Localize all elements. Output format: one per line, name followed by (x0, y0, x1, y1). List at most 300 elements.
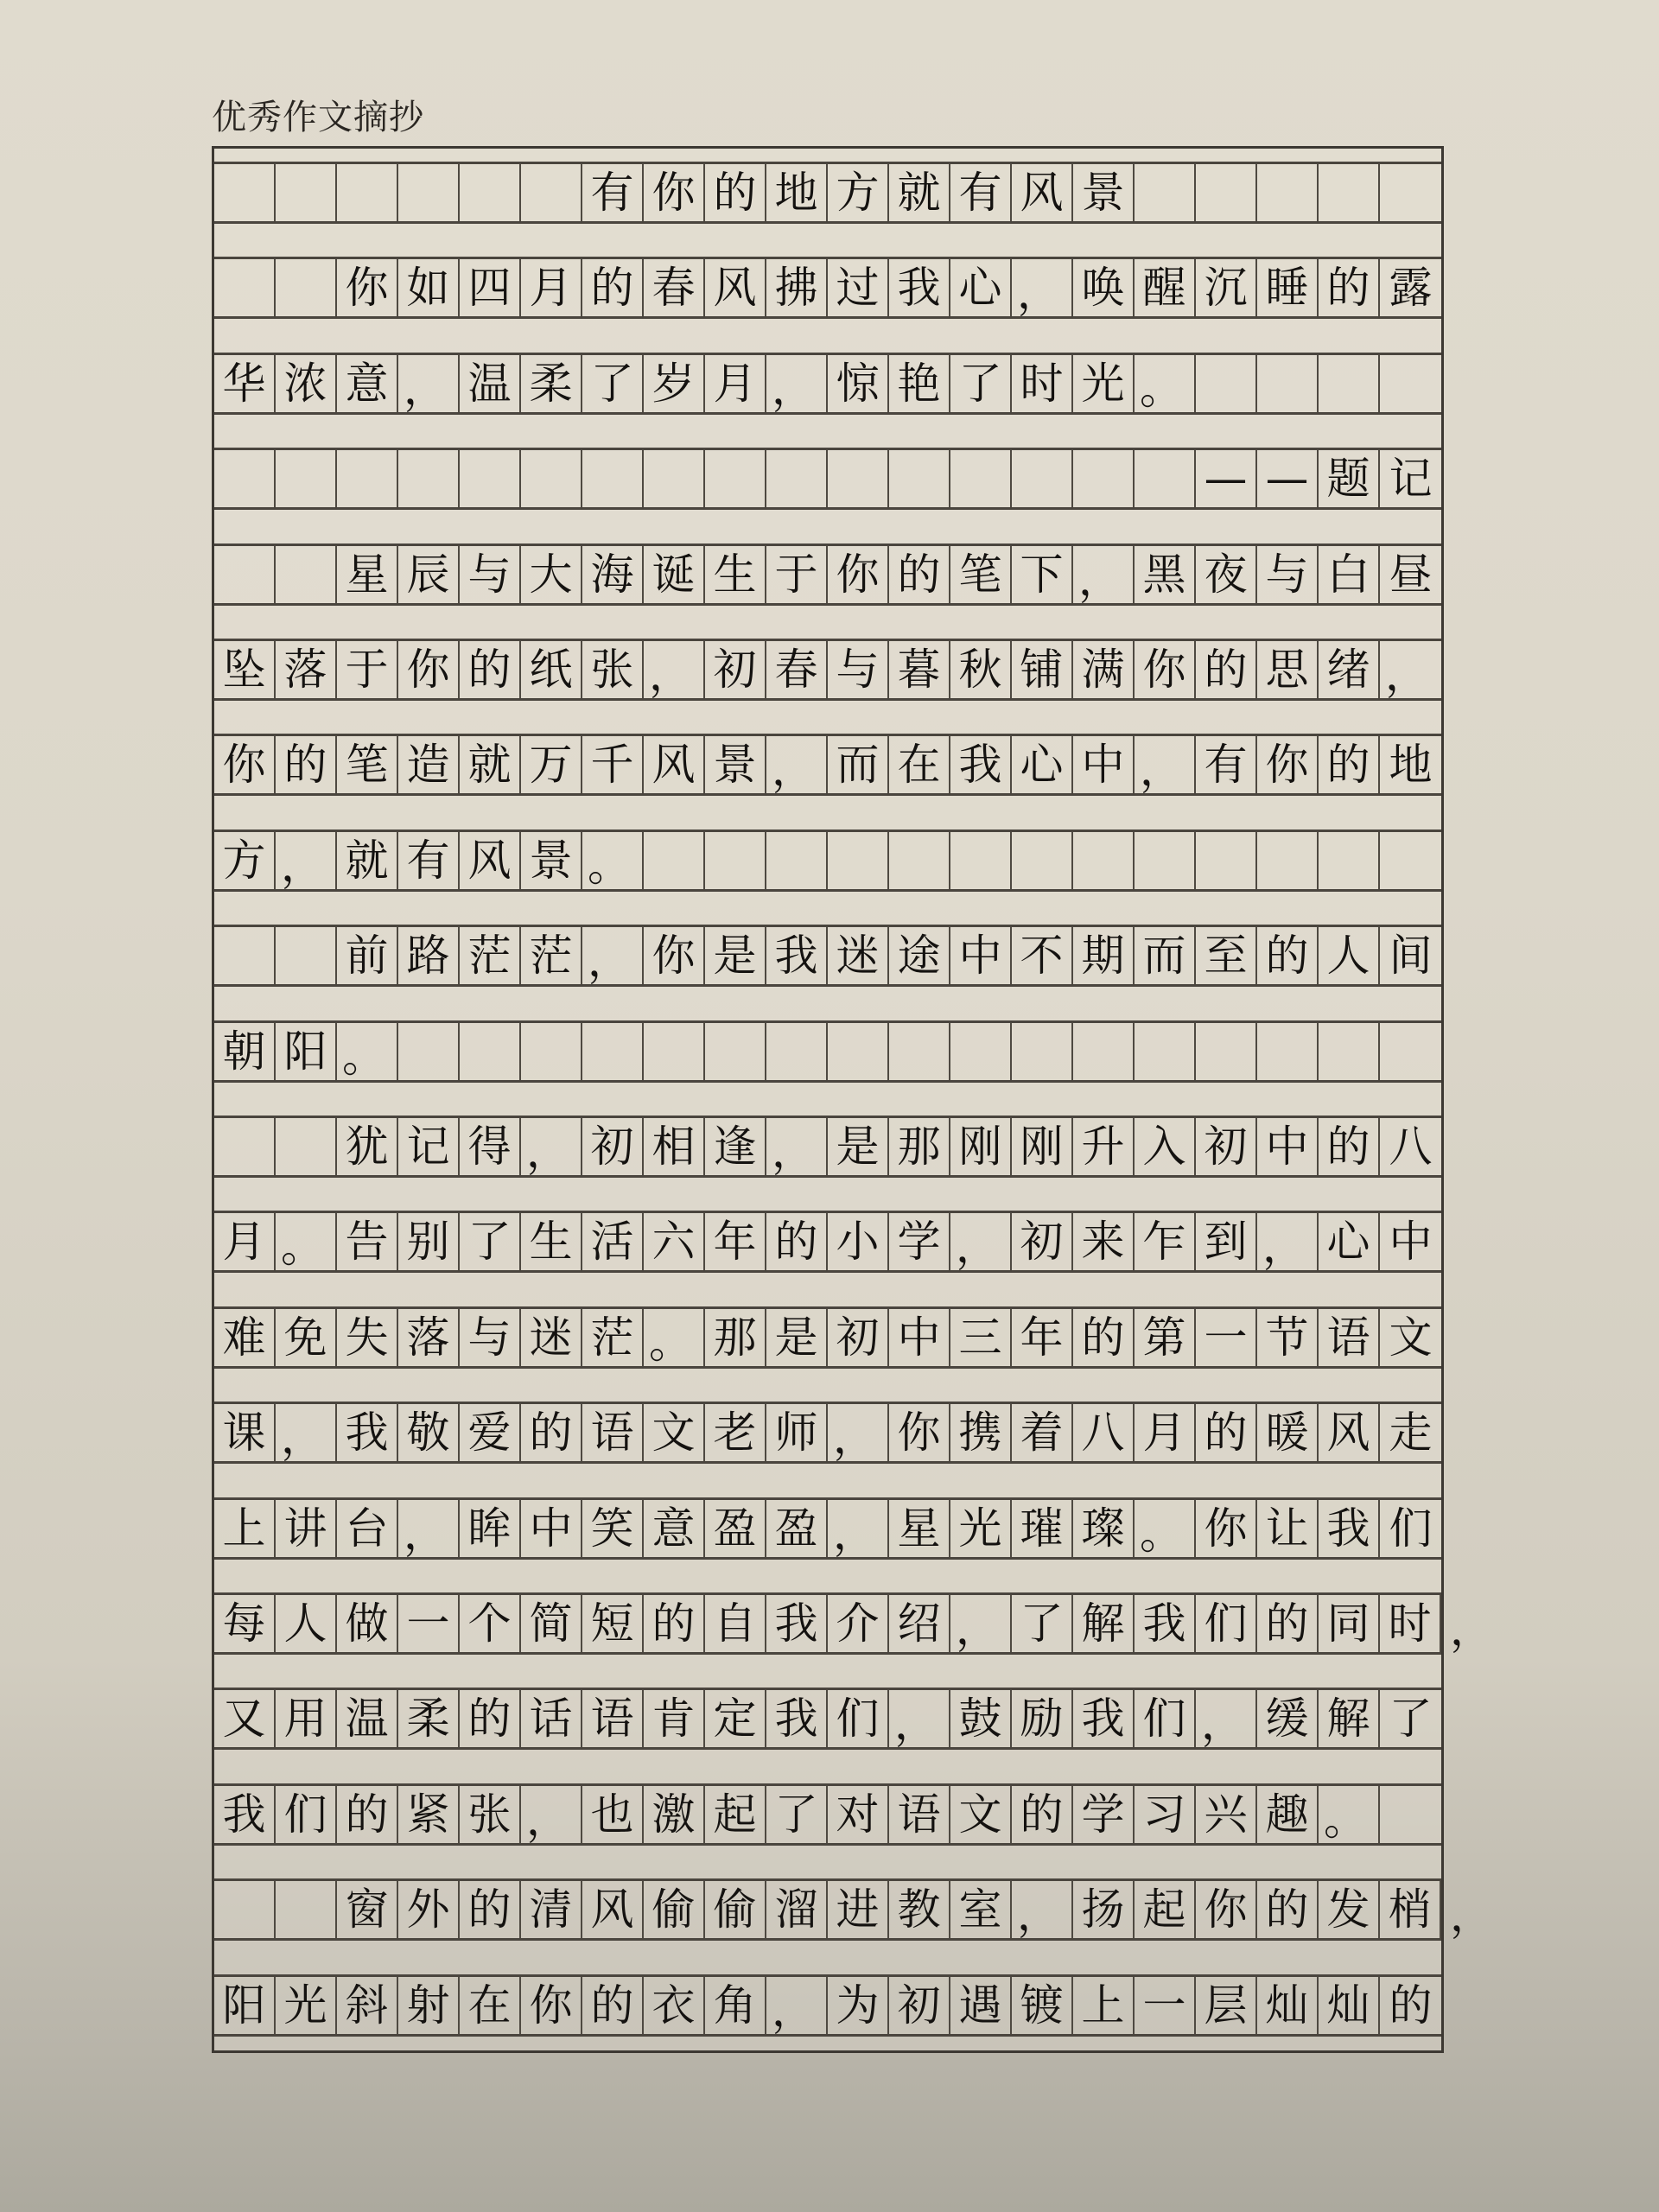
char-cell: 昼 (1389, 549, 1433, 600)
char-cell: 迷 (828, 927, 889, 984)
char-cell: 。 (644, 1309, 705, 1366)
empty-cell (644, 832, 705, 889)
char-cell: 我 (766, 927, 828, 984)
char-cell: 有 (398, 832, 460, 889)
char-cell: 用 (276, 1690, 337, 1747)
char-cell: 的 (460, 1690, 521, 1747)
empty-cell (214, 546, 276, 603)
char-cell: ， (766, 1118, 828, 1175)
char-cell: 有 (1196, 736, 1257, 793)
empty-cell (214, 927, 276, 984)
char-cell: 大 (521, 546, 582, 603)
title-row (214, 162, 1441, 224)
empty-cell (1380, 355, 1441, 412)
empty-cell (766, 832, 828, 889)
char-cell: 生 (521, 1213, 582, 1270)
empty-cell (1073, 450, 1135, 507)
char-cell: 了 (582, 355, 644, 412)
char-cell: 溜 (766, 1881, 828, 1938)
char-cell: 春 (766, 641, 828, 698)
char-cell: 励 (1012, 1690, 1073, 1747)
char-cell: 途 (889, 927, 950, 984)
empty-cell (337, 164, 398, 221)
empty-cell (1257, 164, 1319, 221)
empty-cell (276, 259, 337, 316)
empty-cell (705, 450, 766, 507)
char-cell: 璨 (1073, 1500, 1135, 1557)
char-cell: 与 (460, 546, 521, 603)
text-row (214, 830, 1441, 892)
char-cell: 于 (766, 546, 828, 603)
empty-cell (1012, 832, 1073, 889)
title-char-cell: 地 (766, 164, 828, 221)
char-cell: 月 (521, 259, 582, 316)
char-cell: 拂 (766, 259, 828, 316)
char-cell: 浓 (276, 355, 337, 412)
char-cell: 缓 (1257, 1690, 1319, 1747)
char-cell: 睡 (1257, 259, 1319, 316)
empty-cell (1380, 164, 1441, 221)
empty-cell (1012, 1023, 1073, 1080)
char-cell: 了 (1012, 1595, 1073, 1652)
empty-cell (644, 1023, 705, 1080)
empty-cell (889, 1023, 950, 1080)
char-cell: 的 (460, 641, 521, 698)
empty-cell (1319, 832, 1380, 889)
char-cell: 盈 (705, 1500, 766, 1557)
char-cell: 激 (644, 1786, 705, 1843)
char-cell: 语 (1319, 1309, 1380, 1366)
char-cell: 在 (460, 1977, 521, 2034)
char-cell: 你 (1196, 1881, 1257, 1938)
char-cell: 风 (582, 1881, 644, 1938)
char-cell: 中 (889, 1309, 950, 1366)
char-cell: 是 (705, 927, 766, 984)
char-cell: 风 (705, 259, 766, 316)
char-cell: 别 (398, 1213, 460, 1270)
char-cell: 就 (337, 832, 398, 889)
char-cell: 阳 (214, 1977, 276, 2034)
char-cell: ， (766, 355, 828, 412)
char-cell: 们 (276, 1786, 337, 1843)
char-cell: 笔 (950, 546, 1012, 603)
char-cell: 露 (1389, 263, 1433, 314)
char-cell: 犹 (337, 1118, 398, 1175)
empty-cell (1257, 1023, 1319, 1080)
char-cell: — (1196, 450, 1257, 507)
char-cell: 文 (644, 1404, 705, 1461)
char-cell: 张 (460, 1786, 521, 1843)
char-cell: 风 (1319, 1404, 1380, 1461)
empty-cell (950, 832, 1012, 889)
text-row (214, 1783, 1441, 1846)
empty-cell (276, 546, 337, 603)
char-cell: 初 (1196, 1118, 1257, 1175)
char-cell: 。 (276, 1213, 337, 1270)
char-cell: 笔 (337, 736, 398, 793)
char-cell: 中 (1257, 1118, 1319, 1175)
char-cell: 课 (214, 1404, 276, 1461)
empty-cell (521, 164, 582, 221)
char-cell: 鼓 (950, 1690, 1012, 1747)
empty-cell (828, 832, 889, 889)
text-row (214, 639, 1441, 701)
text-row (214, 257, 1441, 319)
char-cell: 前 (337, 927, 398, 984)
empty-cell (1196, 355, 1257, 412)
char-cell: 温 (460, 355, 521, 412)
empty-cell (766, 1023, 828, 1080)
char-cell: 。 (1135, 1500, 1196, 1557)
char-cell: 绪 (1319, 641, 1380, 698)
char-cell: 时 (1012, 355, 1073, 412)
char-cell: 老 (705, 1404, 766, 1461)
char-cell: ， (950, 1595, 1012, 1652)
char-cell: 记 (398, 1118, 460, 1175)
char-cell: 我 (950, 736, 1012, 793)
char-cell: 着 (1012, 1404, 1073, 1461)
char-cell: ， (1012, 1881, 1073, 1938)
char-cell: 温 (337, 1690, 398, 1747)
empty-cell (1257, 355, 1319, 412)
char-cell: 自 (705, 1595, 766, 1652)
char-cell: 于 (337, 641, 398, 698)
char-cell: ， (889, 1690, 950, 1747)
char-cell: 做 (337, 1595, 398, 1652)
char-cell: 黑 (1135, 546, 1196, 603)
char-cell: 人 (1319, 927, 1380, 984)
char-cell: 而 (828, 736, 889, 793)
char-cell: 定 (705, 1690, 766, 1747)
header-label: 优秀作文摘抄 (212, 98, 424, 137)
char-cell: 爱 (460, 1404, 521, 1461)
char-cell: 风 (460, 832, 521, 889)
char-cell: 入 (1135, 1118, 1196, 1175)
empty-cell (214, 1118, 276, 1175)
char-cell: 一 (1135, 1977, 1196, 2034)
char-cell: ， (398, 1500, 460, 1557)
char-cell: 每 (214, 1595, 276, 1652)
empty-cell (1380, 832, 1441, 889)
char-cell: 生 (705, 546, 766, 603)
char-cell: 茫 (521, 927, 582, 984)
char-cell: ， (1012, 259, 1073, 316)
char-cell: 走 (1389, 1408, 1433, 1459)
empty-cell (582, 1023, 644, 1080)
char-cell: 的 (1319, 259, 1380, 316)
empty-cell (214, 259, 276, 316)
char-cell: ， (398, 355, 460, 412)
char-cell: 又 (214, 1690, 276, 1747)
char-cell: 绍 (889, 1595, 950, 1652)
empty-cell (398, 450, 460, 507)
char-cell: 与 (1257, 546, 1319, 603)
empty-cell (1135, 450, 1196, 507)
char-cell: 纸 (521, 641, 582, 698)
char-cell: 师 (766, 1404, 828, 1461)
text-row (214, 734, 1441, 796)
char-cell: 了 (1389, 1694, 1433, 1745)
title-char-cell: 景 (1073, 164, 1135, 221)
empty-cell (1319, 164, 1380, 221)
char-cell: 灿 (1319, 1977, 1380, 2034)
char-cell: 你 (398, 641, 460, 698)
char-cell: 同 (1319, 1595, 1380, 1652)
char-cell: 景 (521, 832, 582, 889)
char-cell: 节 (1257, 1309, 1319, 1366)
char-cell: 你 (1257, 736, 1319, 793)
char-cell: 个 (460, 1595, 521, 1652)
char-cell: 相 (644, 1118, 705, 1175)
char-cell: 偷 (705, 1881, 766, 1938)
char-cell: 盈 (766, 1500, 828, 1557)
char-cell: 造 (398, 736, 460, 793)
char-cell: — (1257, 450, 1319, 507)
char-cell: 张 (582, 641, 644, 698)
char-cell: 你 (1135, 641, 1196, 698)
char-cell: 万 (521, 736, 582, 793)
char-cell: ， (582, 927, 644, 984)
text-row (214, 1306, 1441, 1369)
char-cell: 的 (1257, 927, 1319, 984)
char-cell: ， (1196, 1690, 1257, 1747)
empty-cell (460, 450, 521, 507)
char-cell: 我 (337, 1404, 398, 1461)
char-cell: 发 (1319, 1881, 1380, 1938)
text-row (214, 925, 1441, 987)
char-cell: 星 (889, 1500, 950, 1557)
char-cell: 们 (828, 1690, 889, 1747)
char-cell: 了 (766, 1786, 828, 1843)
char-cell: 的 (1196, 641, 1257, 698)
empty-cell (582, 450, 644, 507)
char-cell: 艳 (889, 355, 950, 412)
empty-cell (521, 1023, 582, 1080)
char-cell: 也 (582, 1786, 644, 1843)
char-cell: 镀 (1012, 1977, 1073, 2034)
char-cell: 室 (950, 1881, 1012, 1938)
char-cell: 眸 (460, 1500, 521, 1557)
empty-cell (1319, 355, 1380, 412)
char-cell: 是 (828, 1118, 889, 1175)
char-cell: 来 (1073, 1213, 1135, 1270)
char-cell: 们 (1135, 1690, 1196, 1747)
char-cell: 让 (1257, 1500, 1319, 1557)
char-cell: 失 (337, 1309, 398, 1366)
char-cell: 你 (214, 736, 276, 793)
char-cell: 刚 (1012, 1118, 1073, 1175)
char-cell: 的 (582, 1977, 644, 2034)
char-cell: 解 (1073, 1595, 1135, 1652)
char-cell: 的 (1257, 1595, 1319, 1652)
char-cell: 中 (1073, 736, 1135, 793)
empty-cell (1196, 164, 1257, 221)
char-cell: 衣 (644, 1977, 705, 2034)
char-cell: 三 (950, 1309, 1012, 1366)
char-cell: 中 (521, 1500, 582, 1557)
empty-cell (214, 164, 276, 221)
char-cell: ， (950, 1213, 1012, 1270)
char-cell: 文 (1389, 1312, 1433, 1363)
title-char-cell: 的 (705, 164, 766, 221)
char-cell: 讲 (276, 1500, 337, 1557)
char-cell: 语 (582, 1404, 644, 1461)
char-cell: 清 (521, 1881, 582, 1938)
char-cell: 中 (950, 927, 1012, 984)
char-cell: 难 (214, 1309, 276, 1366)
char-cell: 对 (828, 1786, 889, 1843)
char-cell: 的 (1319, 1118, 1380, 1175)
manuscript-grid-paper (212, 146, 1493, 2053)
char-cell: 的 (521, 1404, 582, 1461)
char-cell: 过 (828, 259, 889, 316)
char-cell: 柔 (521, 355, 582, 412)
empty-cell (889, 832, 950, 889)
char-cell: 我 (1073, 1690, 1135, 1747)
empty-cell (1073, 1023, 1135, 1080)
empty-cell (276, 927, 337, 984)
empty-cell (276, 1118, 337, 1175)
char-cell: 的 (1012, 1786, 1073, 1843)
char-cell: ， (828, 1404, 889, 1461)
char-cell: 。 (582, 832, 644, 889)
char-cell: 台 (337, 1500, 398, 1557)
char-cell: 免 (276, 1309, 337, 1366)
char-cell: 你 (644, 927, 705, 984)
char-cell: 初 (828, 1309, 889, 1366)
empty-cell (276, 1881, 337, 1938)
char-cell: 起 (705, 1786, 766, 1843)
char-cell: 柔 (398, 1690, 460, 1747)
char-cell: 茫 (582, 1309, 644, 1366)
char-cell: 告 (337, 1213, 398, 1270)
char-cell: 如 (398, 259, 460, 316)
char-cell: 那 (889, 1118, 950, 1175)
char-cell: 在 (889, 736, 950, 793)
empty-cell (1135, 164, 1196, 221)
empty-cell (398, 1023, 460, 1080)
char-cell: 璀 (1012, 1500, 1073, 1557)
char-cell: 心 (1319, 1213, 1380, 1270)
char-cell: 四 (460, 259, 521, 316)
char-cell: 迷 (521, 1309, 582, 1366)
empty-cell (644, 450, 705, 507)
char-cell: ， (276, 1404, 337, 1461)
char-cell: 们 (1389, 1503, 1433, 1554)
char-cell: 教 (889, 1881, 950, 1938)
text-row (214, 353, 1441, 415)
char-cell: 紧 (398, 1786, 460, 1843)
char-cell: 下 (1012, 546, 1073, 603)
char-cell: 我 (1319, 1500, 1380, 1557)
char-cell: 落 (398, 1309, 460, 1366)
char-cell: 兴 (1196, 1786, 1257, 1843)
char-cell: 暮 (889, 641, 950, 698)
empty-cell (214, 450, 276, 507)
empty-cell (1073, 832, 1135, 889)
char-cell: 年 (1012, 1309, 1073, 1366)
char-cell: ， (1135, 736, 1196, 793)
char-cell: 意 (337, 355, 398, 412)
title-char-cell: 有 (582, 164, 644, 221)
char-cell: 坠 (214, 641, 276, 698)
char-cell: 一 (398, 1595, 460, 1652)
char-cell: 我 (889, 259, 950, 316)
empty-cell (950, 1023, 1012, 1080)
char-cell: 初 (582, 1118, 644, 1175)
char-cell: 进 (828, 1881, 889, 1938)
char-cell: 至 (1196, 927, 1257, 984)
char-cell: 。 (1319, 1786, 1380, 1843)
char-cell: 外 (398, 1881, 460, 1938)
char-cell: 初 (705, 641, 766, 698)
char-cell: 的 (889, 546, 950, 603)
text-row (214, 448, 1441, 510)
empty-cell (1380, 1023, 1441, 1080)
text-row (214, 1878, 1493, 1942)
char-cell: 上 (1073, 1977, 1135, 2034)
char-cell: 敬 (398, 1404, 460, 1461)
empty-cell (1380, 1786, 1441, 1843)
empty-cell (705, 832, 766, 889)
empty-cell (1257, 832, 1319, 889)
char-cell: 。 (337, 1023, 398, 1080)
empty-cell (398, 164, 460, 221)
char-cell: 携 (950, 1404, 1012, 1461)
char-cell: 风 (644, 736, 705, 793)
char-cell: 语 (582, 1690, 644, 1747)
text-row (214, 1402, 1441, 1464)
char-cell: 光 (950, 1500, 1012, 1557)
char-cell: 月 (214, 1213, 276, 1270)
char-cell: 升 (1073, 1118, 1135, 1175)
empty-cell (521, 450, 582, 507)
char-cell: 铺 (1012, 641, 1073, 698)
char-cell: 灿 (1257, 1977, 1319, 2034)
char-cell: 乍 (1135, 1213, 1196, 1270)
char-cell: 窗 (337, 1881, 398, 1938)
char-cell: 记 (1389, 454, 1433, 505)
char-cell: 的 (766, 1213, 828, 1270)
char-cell: 角 (705, 1977, 766, 2034)
margin-punctuation: ， (1450, 1891, 1493, 1942)
title-char-cell: 有 (950, 164, 1012, 221)
char-cell: 期 (1073, 927, 1135, 984)
char-cell: 月 (705, 355, 766, 412)
empty-cell (276, 450, 337, 507)
char-cell: 到 (1196, 1213, 1257, 1270)
char-cell: 辰 (398, 546, 460, 603)
char-cell: 茫 (460, 927, 521, 984)
empty-cell (1135, 1023, 1196, 1080)
char-cell: 的 (276, 736, 337, 793)
text-row (214, 1592, 1493, 1655)
char-cell: 秋 (950, 641, 1012, 698)
char-cell: ， (1257, 1213, 1319, 1270)
margin-punctuation: ， (1450, 1605, 1493, 1655)
char-cell: 路 (398, 927, 460, 984)
char-cell: 华 (214, 355, 276, 412)
empty-cell (889, 450, 950, 507)
char-cell: 的 (644, 1595, 705, 1652)
char-cell: 与 (828, 641, 889, 698)
char-cell: 的 (582, 259, 644, 316)
empty-cell (1196, 1023, 1257, 1080)
char-cell: 醒 (1135, 259, 1196, 316)
char-cell: 暖 (1257, 1404, 1319, 1461)
char-cell: 景 (705, 736, 766, 793)
char-cell: 的 (1319, 736, 1380, 793)
